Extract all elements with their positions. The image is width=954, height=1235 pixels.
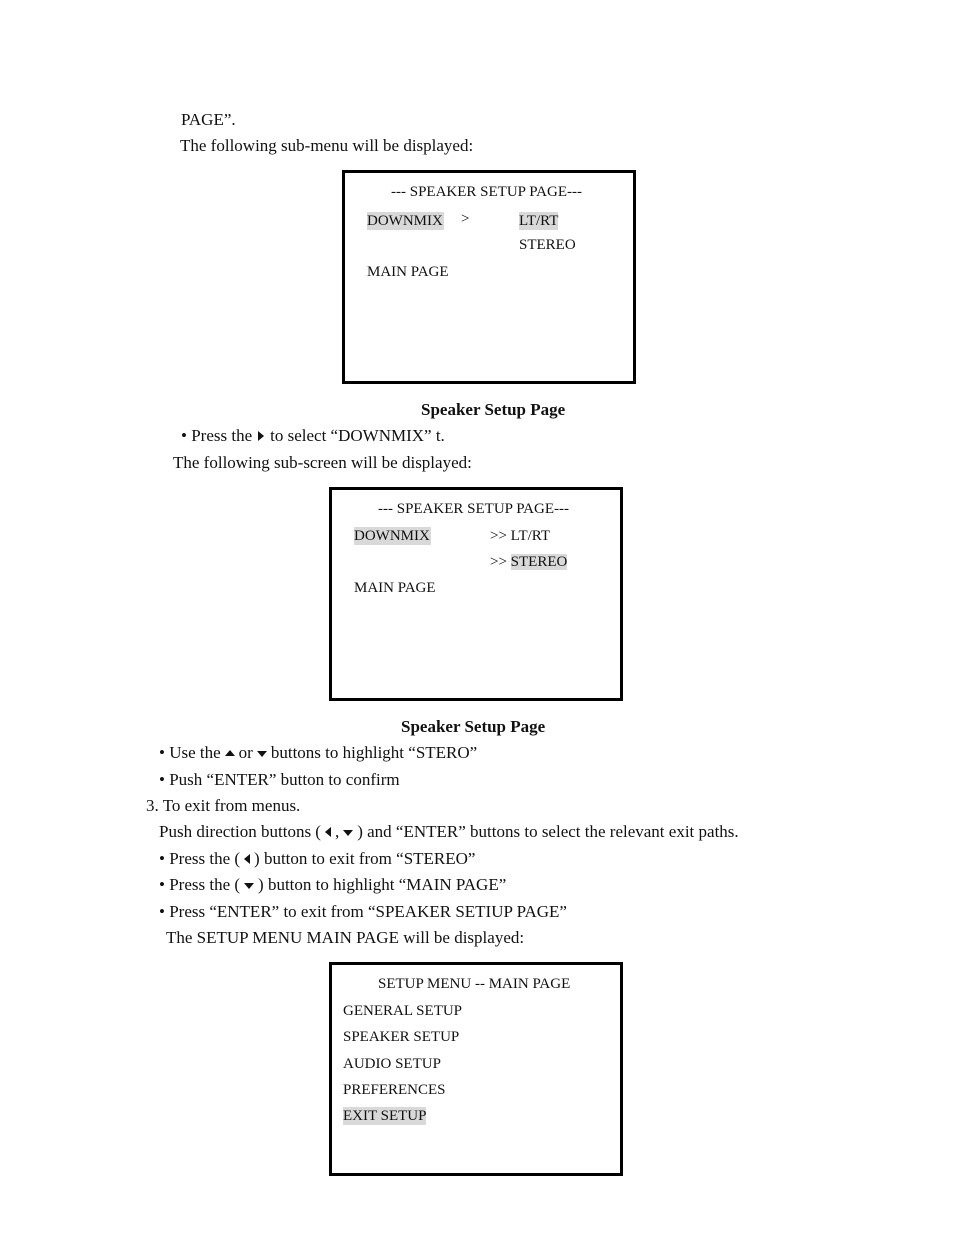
up-arrow-icon	[225, 750, 235, 756]
down-arrow-icon	[343, 830, 353, 836]
screen1-arrow: >	[461, 211, 470, 227]
push-direction-comma: ,	[334, 822, 340, 841]
push-direction-line	[159, 822, 739, 842]
screen1-title: --- SPEAKER SETUP PAGE---	[391, 184, 582, 200]
main-page-text: The SETUP MENU MAIN PAGE will be displayed:	[166, 928, 525, 947]
down-arrow-icon	[257, 751, 267, 757]
press-left-line	[159, 849, 475, 869]
intro-line-1: PAGE”.	[181, 110, 236, 129]
step-press-right-prefix: • Press the	[181, 426, 253, 445]
screen3-item-preferences: PREFERENCES	[343, 1082, 446, 1098]
section-3-heading: 3. To exit from menus.	[146, 796, 301, 815]
setup-menu-main-screen	[329, 962, 623, 1176]
press-left-a: • Press the (	[159, 849, 241, 868]
screen3-item-audio-setup: AUDIO SETUP	[343, 1056, 441, 1072]
screen1-option-stereo: STEREO	[519, 237, 576, 253]
bullet-push-enter: • Push “ENTER” button to confirm	[159, 770, 400, 789]
screen2-option-ltrt: LT/RT	[510, 528, 551, 544]
screen3-item-exit-setup: EXIT SETUP	[343, 1108, 427, 1124]
step-press-right	[181, 426, 445, 446]
press-enter-line: • Press “ENTER” to exit from “SPEAKER SETIUP PAGE”	[159, 902, 567, 921]
bullet-use-arrows	[159, 743, 477, 763]
press-down-line	[159, 875, 506, 895]
bullet-use-prefix: • Use the	[159, 743, 221, 762]
screen3-item-general-setup: GENERAL SETUP	[343, 1003, 463, 1019]
push-direction-a: Push direction buttons (	[159, 822, 321, 841]
screen2-downmix: DOWNMIX	[354, 528, 430, 544]
screen2-option-stereo-prefix: >>	[490, 554, 507, 570]
sub-screen-text: The following sub-screen will be displayed:	[173, 453, 472, 472]
press-left-b: ) button to exit from “STEREO”	[254, 849, 476, 868]
screen1-main-page: MAIN PAGE	[367, 264, 449, 280]
screen3-item-speaker-setup: SPEAKER SETUP	[343, 1029, 460, 1045]
screen2-option-ltrt-prefix: >>	[490, 528, 507, 544]
screen2-option-ltrt-row	[490, 527, 550, 545]
bullet-use-or: or	[238, 743, 253, 762]
bullet-use-suffix: buttons to highlight “STERO”	[270, 743, 478, 762]
caption-1: Speaker Setup Page	[421, 400, 566, 419]
caption-2: Speaker Setup Page	[401, 717, 546, 736]
speaker-setup-screen-1	[342, 170, 636, 384]
screen3-title: SETUP MENU -- MAIN PAGE	[378, 976, 571, 992]
screen1-downmix: DOWNMIX	[367, 213, 443, 229]
press-down-b: ) button to highlight “MAIN PAGE”	[258, 875, 507, 894]
screen2-main-page: MAIN PAGE	[354, 580, 436, 596]
screen2-option-stereo: STEREO	[510, 554, 568, 570]
screen1-option-ltrt: LT/RT	[519, 213, 559, 229]
intro-line-2: The following sub-menu will be displayed:	[180, 136, 474, 155]
push-direction-b: ) and “ENTER” buttons to select the relevant exit paths.	[357, 822, 739, 841]
screen2-title: --- SPEAKER SETUP PAGE---	[378, 501, 569, 517]
press-down-a: • Press the (	[159, 875, 241, 894]
down-arrow-icon	[244, 883, 254, 889]
left-arrow-icon	[325, 827, 331, 837]
screen2-option-stereo-row	[490, 553, 567, 571]
right-arrow-icon	[258, 431, 264, 441]
step-press-right-suffix: to select “DOWNMIX” t.	[270, 426, 445, 445]
left-arrow-icon	[244, 854, 250, 864]
speaker-setup-screen-2	[329, 487, 623, 701]
